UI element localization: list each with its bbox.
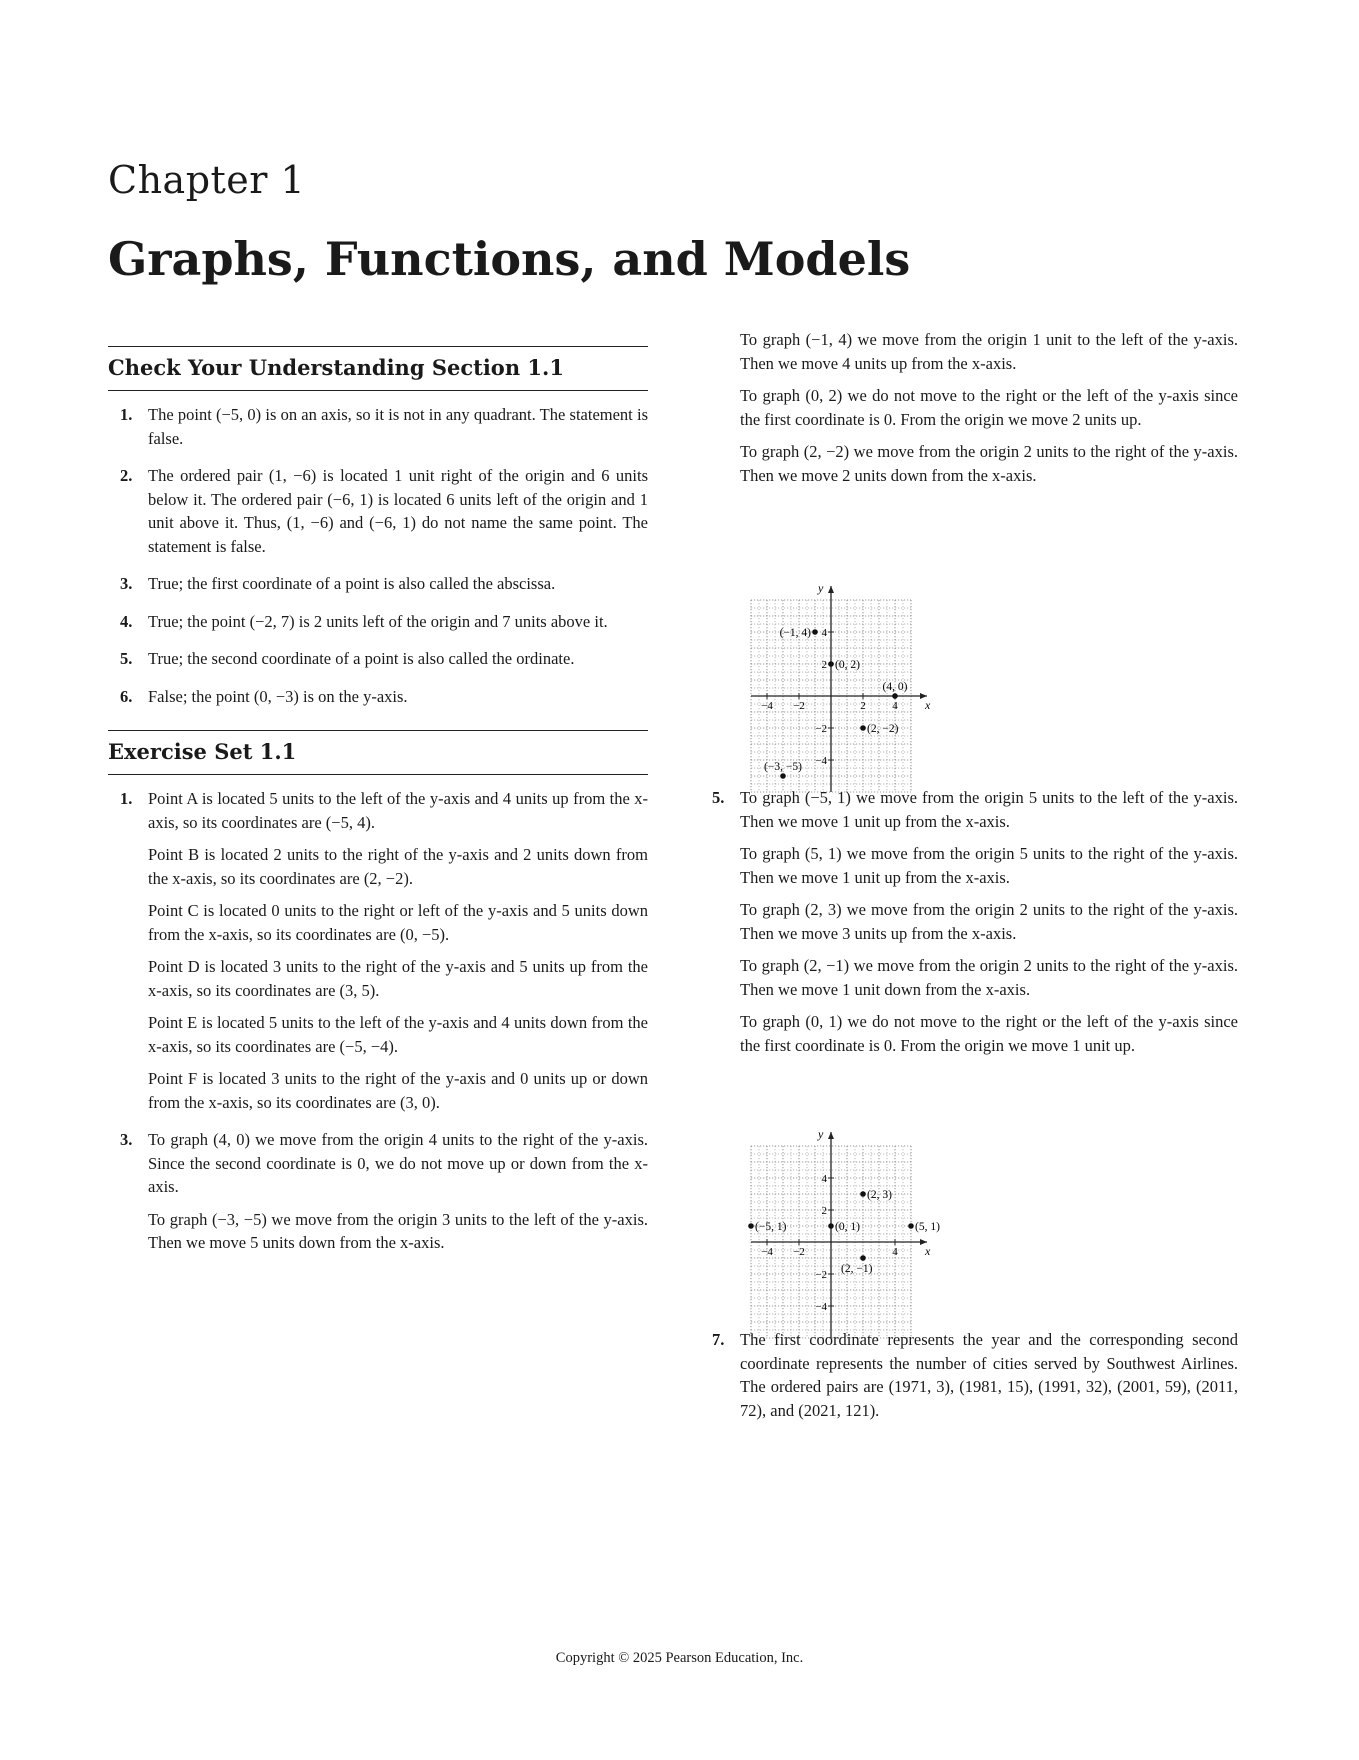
item-paragraph: True; the point (−2, 7) is 2 units left of the origin and 7 units above it. <box>148 611 608 631</box>
y-tick-label: −4 <box>815 1301 827 1313</box>
item-paragraph: False; the point (0, −3) is on the y-axis. <box>148 686 408 706</box>
item-number: 3. <box>120 574 133 593</box>
list-item <box>108 572 648 596</box>
item-paragraph: To graph (5, 1) we move from the origin 5 units to the right of the y-axis. Then we move 1 unit up from the x-axis. <box>740 844 1238 887</box>
footer-copyright: Copyright © 2025 Pearson Education, Inc. <box>555 1650 804 1666</box>
list-item <box>108 787 648 1114</box>
item-paragraph: To graph (2, −1) we move from the origin 2 units to the right of the y-axis. Then we move 1 unit down from the x-axis. <box>740 956 1238 999</box>
point-label: (0, 2) <box>835 659 860 671</box>
continuation-block <box>708 328 1238 487</box>
list-item <box>108 610 648 634</box>
list-item <box>108 685 648 709</box>
point-label: (−3, −5) <box>764 761 802 773</box>
check-section-heading: Check Your Understanding Section 1.1 <box>108 355 564 380</box>
item-number: 1. <box>120 405 133 424</box>
chapter-title: Graphs, Functions, and Models <box>108 232 911 286</box>
point-label: (2, −1) <box>841 1263 873 1275</box>
right-column <box>708 328 1238 496</box>
item-number: 7. <box>712 1330 725 1349</box>
item-paragraph: The first coordinate represents the year and the corresponding second coordinate represents the number of cities served by Southwest Airlines. The ordered pairs are (1971, 3), (1981, 15), (1991, 32), (2001, 59), (2011, 72), and (2021, 121). <box>740 1330 1238 1420</box>
left-column <box>108 346 648 1269</box>
item-paragraph: To graph (2, −2) we move from the origin 2 units to the right of the y-axis. Then we move 2 units down from the x-axis. <box>740 442 1238 485</box>
item-paragraph: Point D is located 3 units to the right of the y-axis and 5 units up from the x-axis, so its coordinates are (3, 5). <box>148 957 648 1000</box>
item-paragraph: To graph (−3, −5) we move from the origin 3 units to the left of the y-axis. Then we move 5 units down from the x-axis. <box>148 1209 648 1252</box>
data-point <box>860 1255 866 1261</box>
x-axis-label: x <box>925 1244 931 1258</box>
right-item-list <box>700 1328 1238 1422</box>
item-paragraph: Point E is located 5 units to the left of the y-axis and 4 units down from the x-axis, so its coordinates are (−5, −4). <box>148 1013 648 1056</box>
y-axis-label: y <box>818 581 824 595</box>
data-point <box>908 1223 914 1229</box>
item-paragraph: To graph (−1, 4) we move from the origin 1 unit to the left of the y-axis. Then we move 4 units up from the x-axis. <box>740 330 1238 373</box>
point-label: (5, 1) <box>915 1221 940 1233</box>
x-tick-label: 4 <box>892 1246 898 1258</box>
point-label: (0, 1) <box>835 1221 860 1233</box>
item-paragraph: To graph (4, 0) we move from the origin 4 units to the right of the y-axis. Since the second coordinate is 0, we do not move up or down from the x-axis. <box>148 1130 648 1196</box>
item-paragraph: To graph (0, 1) we do not move to the right or the left of the y-axis since the first coordinate is 0. From the origin we move 1 unit up. <box>740 1012 1238 1055</box>
y-axis-arrow <box>828 1132 834 1139</box>
item-paragraph: Point F is located 3 units to the right of the y-axis and 0 units up or down from the x-axis, so its coordinates are (3, 0). <box>148 1069 648 1112</box>
list-item <box>700 1328 1238 1422</box>
item-paragraph: To graph (0, 2) we do not move to the right or the left of the y-axis since the first coordinate is 0. From the origin we move 2 units up. <box>740 386 1238 429</box>
x-tick-label: 4 <box>892 700 898 712</box>
x-tick-label: −4 <box>761 700 773 712</box>
point-label: (2, 3) <box>867 1189 892 1201</box>
point-label: (2, −2) <box>867 723 899 735</box>
exercise-section-heading: Exercise Set 1.1 <box>108 739 297 764</box>
coordinate-graph-2 <box>745 1124 940 1313</box>
item-paragraph: To graph (−5, 1) we move from the origin 5 units to the left of the y-axis. Then we move 1 unit up from the x-axis. <box>740 788 1238 831</box>
data-point <box>860 725 866 731</box>
data-point <box>828 661 834 667</box>
right-column-bottom <box>700 1328 1238 1436</box>
point-label: (−5, 1) <box>755 1221 787 1233</box>
x-tick-label: 2 <box>860 700 866 712</box>
x-axis-label: x <box>925 698 931 712</box>
x-tick-label: −4 <box>761 1246 773 1258</box>
point-label: (4, 0) <box>882 681 908 693</box>
item-number: 6. <box>120 686 133 706</box>
y-axis-arrow <box>828 586 834 593</box>
right-item-list <box>700 786 1238 1057</box>
list-item <box>108 647 648 671</box>
data-point <box>812 629 818 635</box>
y-tick-label: −4 <box>815 755 827 767</box>
y-tick-label: 4 <box>821 1173 827 1185</box>
list-item <box>700 786 1238 1057</box>
y-tick-label: 4 <box>821 627 827 639</box>
item-paragraph: Point C is located 0 units to the right or left of the y-axis and 5 units down from the x-axis, so its coordinates are (0, −5). <box>148 901 648 944</box>
coordinate-graph-1 <box>745 578 935 773</box>
list-item <box>108 1128 648 1255</box>
item-number: 5. <box>120 649 133 668</box>
section-rule-bottom <box>108 774 648 775</box>
y-axis-label: y <box>818 1127 824 1141</box>
data-point <box>748 1223 754 1229</box>
item-number: 1. <box>120 789 133 808</box>
data-point <box>828 1223 834 1229</box>
data-point <box>892 693 898 699</box>
point-label: (−1, 4) <box>779 627 811 639</box>
y-tick-label: 2 <box>821 1205 827 1217</box>
exercise-list <box>108 787 648 1255</box>
item-number: 4. <box>120 611 133 631</box>
item-paragraph: To graph (2, 3) we move from the origin 2 units to the right of the y-axis. Then we move 3 units up from the x-axis. <box>740 900 1238 943</box>
item-number: 5. <box>712 788 725 807</box>
list-item <box>108 464 648 558</box>
x-tick-label: −2 <box>793 1246 805 1258</box>
item-number: 3. <box>120 1130 133 1149</box>
y-tick-label: −2 <box>815 1269 827 1281</box>
y-tick-label: −2 <box>815 723 827 735</box>
chapter-number: Chapter 1 <box>108 158 306 202</box>
data-point <box>860 1191 866 1197</box>
check-list <box>108 403 648 708</box>
data-point <box>780 773 786 779</box>
y-tick-label: 2 <box>821 659 827 671</box>
item-paragraph: Point A is located 5 units to the left of the y-axis and 4 units up from the x-axis, so its coordinates are (−5, 4). <box>148 789 648 832</box>
item-paragraph: Point B is located 2 units to the right of the y-axis and 2 units down from the x-axis, so its coordinates are (2, −2). <box>148 845 648 888</box>
x-tick-label: −2 <box>793 700 805 712</box>
item-paragraph: The point (−5, 0) is on an axis, so it is not in any quadrant. The statement is false. <box>148 405 648 448</box>
right-column-lower <box>700 786 1238 1071</box>
item-paragraph: The ordered pair (1, −6) is located 1 unit right of the origin and 6 units below it. The ordered pair (−6, 1) is located 6 units left of the origin and 1 unit above it. Thus, (1, −6) and (−6, 1) do not name the same point. The statement is false. <box>148 466 648 556</box>
section-rule-bottom <box>108 390 648 391</box>
item-paragraph: True; the first coordinate of a point is also called the abscissa. <box>148 574 556 593</box>
item-number: 2. <box>120 466 133 485</box>
item-paragraph: True; the second coordinate of a point is also called the ordinate. <box>148 649 575 668</box>
list-item <box>108 403 648 450</box>
